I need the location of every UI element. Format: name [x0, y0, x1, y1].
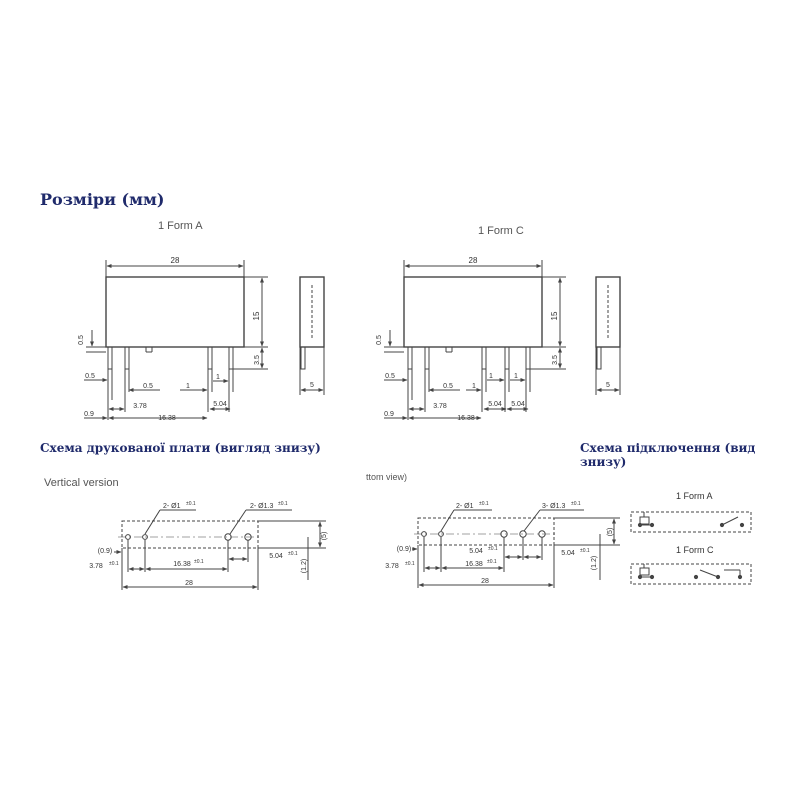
- pcb-c-height: (5): [607, 527, 614, 537]
- dim-half-mid-c: 0.5: [443, 383, 453, 390]
- connection-diagram-heading: Схема підключення (вид знизу): [580, 441, 756, 469]
- dim-09-a: 0.9: [84, 411, 94, 418]
- pcb-a-small-holes: 2- Ø1: [163, 503, 181, 510]
- schematic-form-c-label: 1 Form C: [676, 545, 714, 555]
- form-a-pins: [108, 347, 233, 369]
- pcb-a-length: 28: [185, 580, 193, 587]
- dim-pitch1c-c: 1: [514, 373, 518, 380]
- form-a-view-label: 1 Form A: [158, 220, 203, 232]
- pcb-c-tol-378: ±0.1: [405, 561, 415, 567]
- pcb-a-large-holes: 2- Ø1.3: [250, 503, 274, 510]
- pcb-a-edge: (0.9): [97, 548, 113, 555]
- page-title: Розміри (мм): [40, 190, 165, 209]
- form-c-front-view: [376, 256, 566, 422]
- form-c-side-view: [596, 277, 620, 395]
- dim-half-left-a: 0.5: [85, 373, 95, 380]
- dim-504-a: 5.04: [213, 401, 227, 408]
- pcb-layout-form-a: [89, 501, 328, 590]
- form-a-front-view: [78, 256, 268, 422]
- dim-half-left-c: 0.5: [385, 373, 395, 380]
- dim-height-c: 15: [550, 311, 559, 321]
- pcb-a-1638: 16.38: [173, 561, 191, 568]
- pcb-c-edge: (0.9): [396, 546, 412, 553]
- pcb-c-large-holes: 3- Ø1.3: [542, 503, 566, 510]
- dim-offset-vert-a: 0.5: [78, 335, 85, 345]
- dim-width-a: 5: [310, 382, 314, 389]
- dim-width-c: 5: [606, 382, 610, 389]
- pcb-c-tol-504a: ±0.1: [488, 546, 498, 552]
- pcb-c-1638: 16.38: [465, 561, 483, 568]
- pcb-a-tol-2: ±0.1: [278, 501, 288, 507]
- vertical-version-label: Vertical version: [44, 477, 119, 489]
- dim-504b-c: 5.04: [511, 401, 525, 408]
- dim-length-c: 28: [468, 256, 478, 265]
- coil-icon-a: [640, 517, 649, 524]
- dim-pin-length-c: 3.5: [552, 355, 559, 365]
- pcb-c-tol-1638: ±0.1: [487, 559, 497, 565]
- dim-504a-c: 5.04: [488, 401, 502, 408]
- dim-1638-c: 16.38: [457, 415, 475, 422]
- dim-pitch1-a: 1: [186, 383, 190, 390]
- pcb-a-tol-378: ±0.1: [109, 561, 119, 567]
- pcb-layout-form-c: [385, 501, 620, 588]
- dim-height-a: 15: [252, 311, 261, 321]
- pcb-layout-heading: Схема друкованої плати (вигляд знизу): [40, 441, 321, 455]
- schematic-form-a-label: 1 Form A: [676, 491, 713, 501]
- dim-pin-length-a: 3.5: [254, 355, 261, 365]
- pcb-c-tol-1: ±0.1: [479, 501, 489, 507]
- schematic-form-a: [631, 491, 751, 532]
- switch-icon-c: [700, 570, 718, 577]
- dim-half-mid-a: 0.5: [143, 383, 153, 390]
- dim-378-c: 3.78: [433, 403, 447, 410]
- pcb-a-tol-504: ±0.1: [288, 551, 298, 557]
- form-a-side-view: [300, 277, 324, 395]
- switch-icon-a: [722, 517, 738, 525]
- pcb-a-offset: (1.2): [301, 558, 308, 574]
- coil-icon-c: [640, 568, 649, 575]
- pcb-c-504a: 5.04: [469, 548, 483, 555]
- pcb-c-tol-2: ±0.1: [571, 501, 581, 507]
- dim-09-c: 0.9: [384, 411, 394, 418]
- dim-length-a: 28: [170, 256, 180, 265]
- pcb-a-504: 5.04: [269, 553, 283, 560]
- schematic-form-c: [631, 545, 751, 584]
- dim-pitch1-c: 1: [472, 383, 476, 390]
- dim-1638-a: 16.38: [158, 415, 176, 422]
- pcb-c-offset: (1.2): [591, 555, 598, 571]
- dim-pitch1b-c: 1: [489, 373, 493, 380]
- pcb-a-tol-1: ±0.1: [186, 501, 196, 507]
- form-c-pins: [408, 347, 530, 369]
- dim-378-a: 3.78: [133, 403, 147, 410]
- pcb-a-tol-1638: ±0.1: [194, 559, 204, 565]
- pcb-a-height: (5): [321, 531, 328, 541]
- pcb-c-length: 28: [481, 578, 489, 585]
- bottom-view-label: ttom view): [366, 472, 408, 482]
- dim-offset-vert-c: 0.5: [376, 335, 383, 345]
- form-c-view-label: 1 Form C: [478, 225, 524, 237]
- pcb-c-tol-504b: ±0.1: [580, 548, 590, 554]
- dim-pitch1b-a: 1: [216, 374, 220, 381]
- pcb-c-504b: 5.04: [561, 550, 575, 557]
- pcb-c-small-holes: 2- Ø1: [456, 503, 474, 510]
- pcb-c-378: 3.78: [385, 563, 399, 570]
- pcb-a-378: 3.78: [89, 563, 103, 570]
